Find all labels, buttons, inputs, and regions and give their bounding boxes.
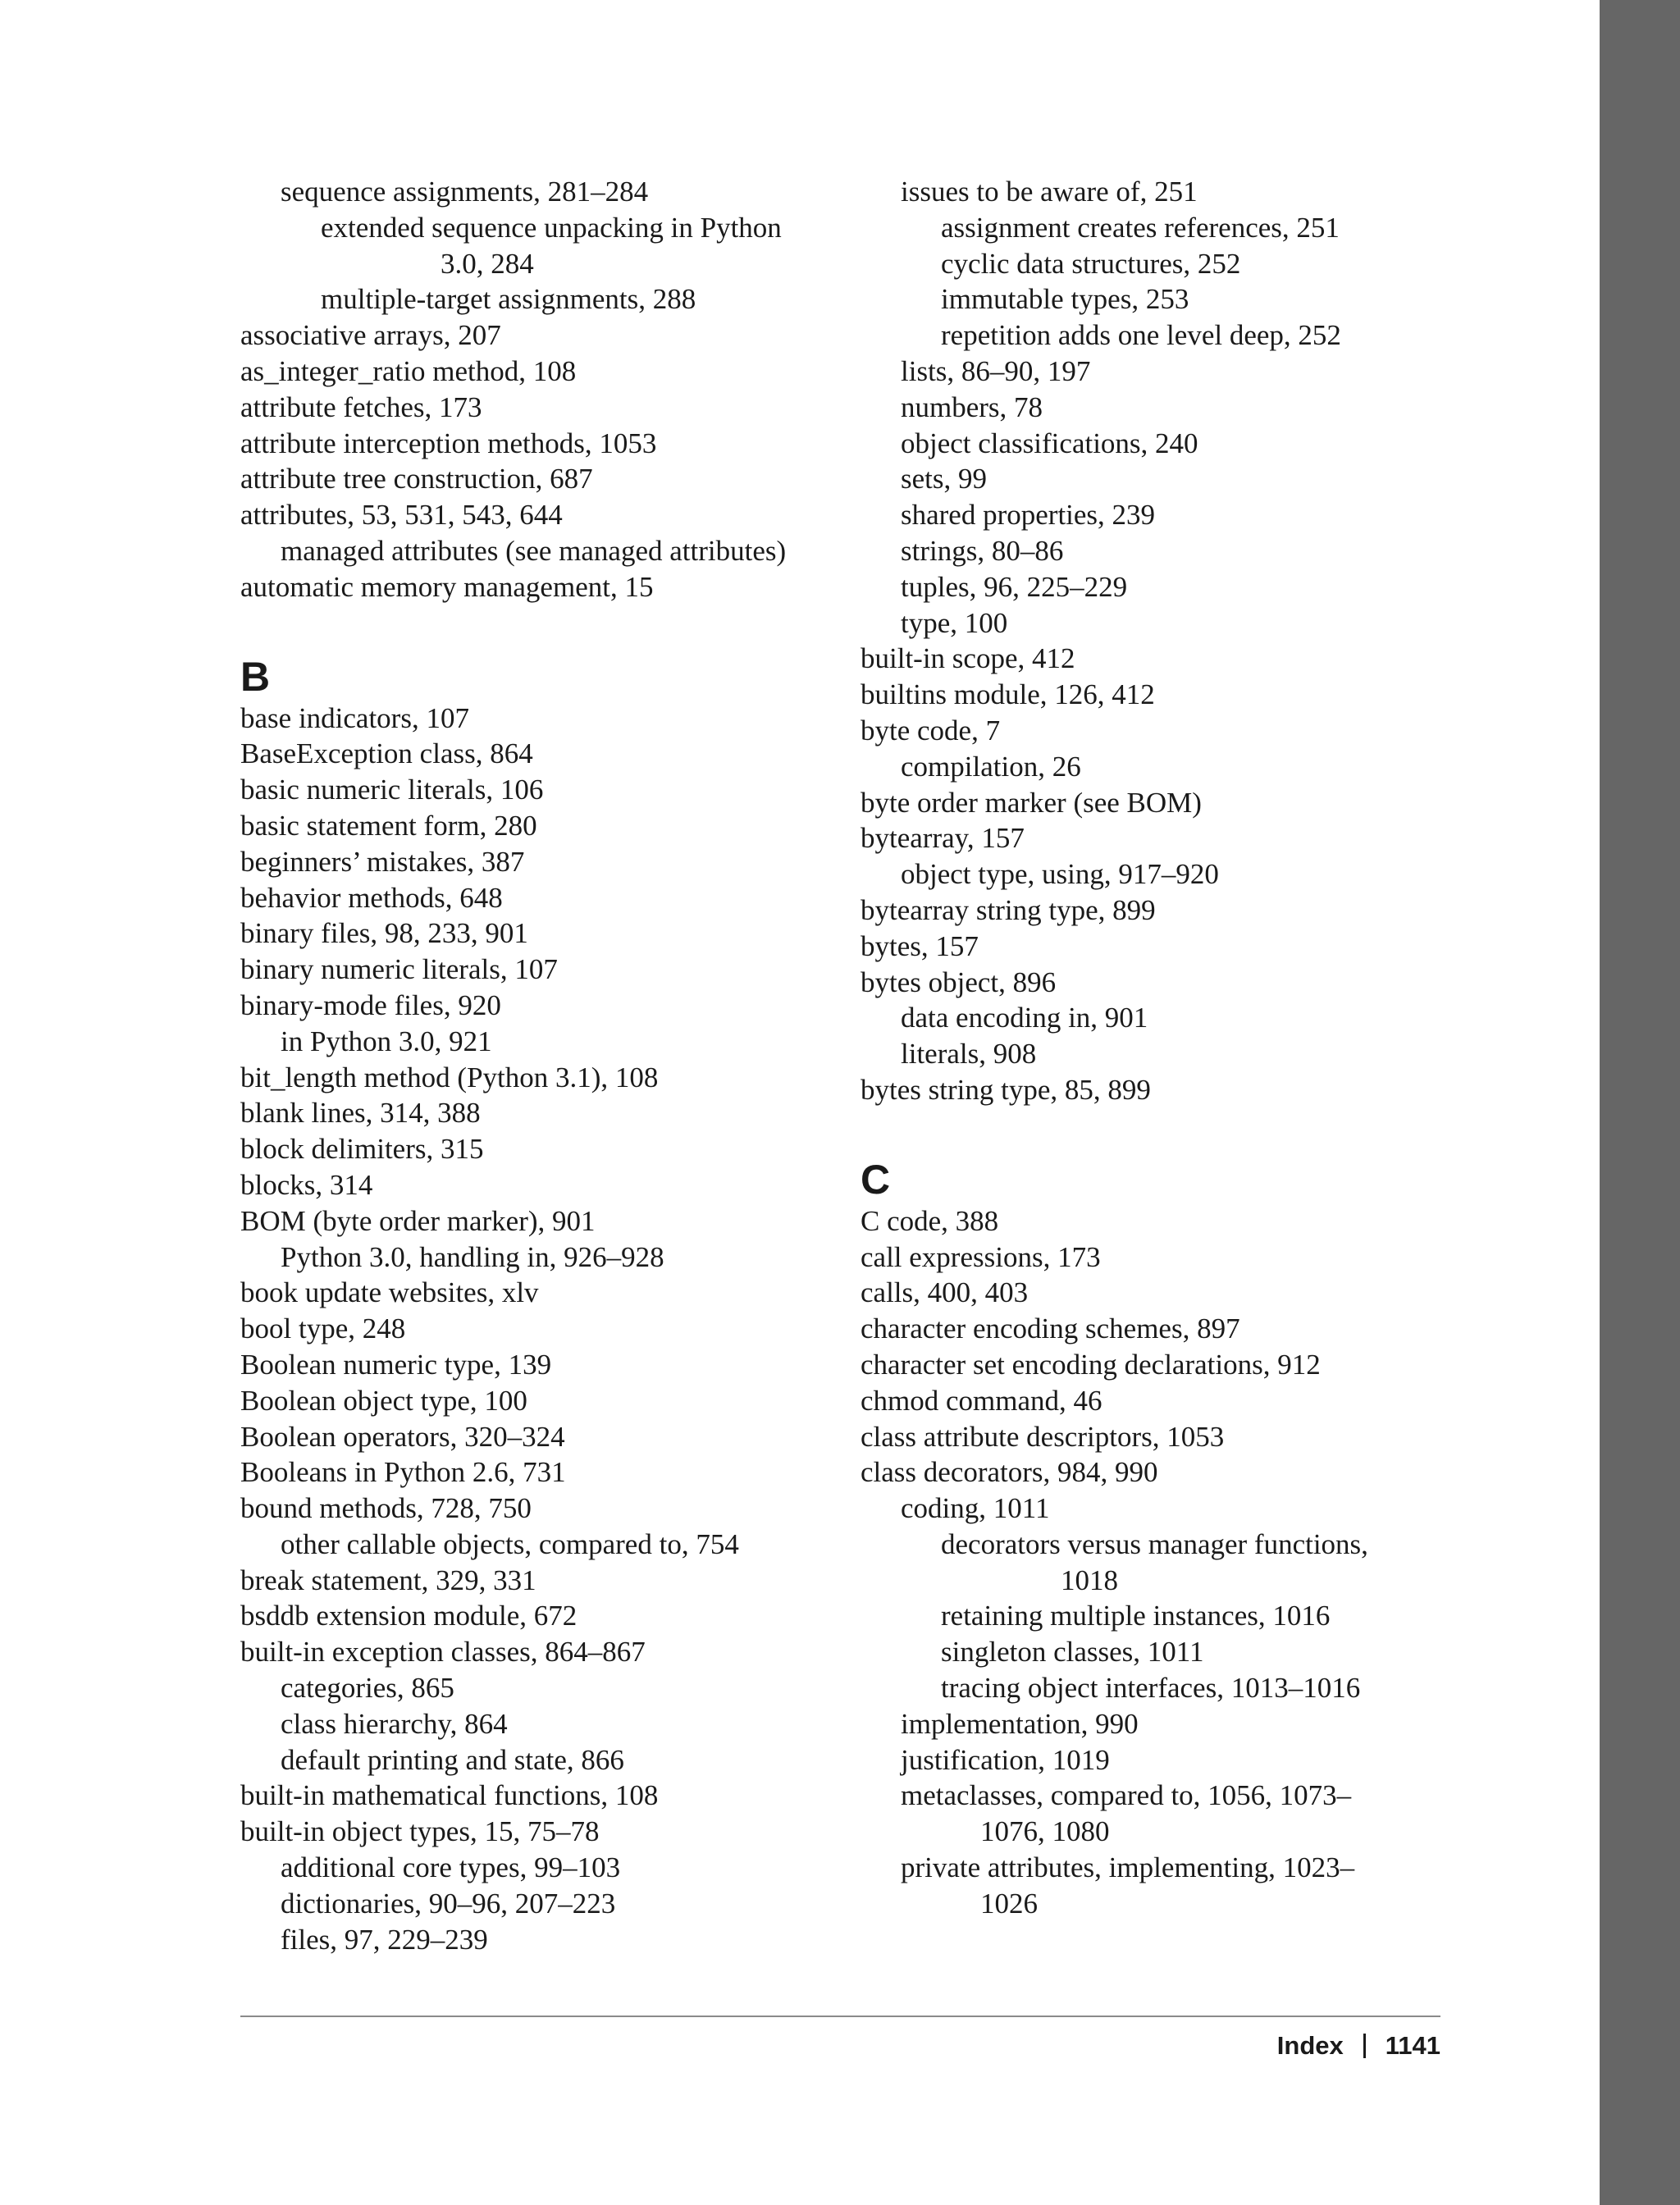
index-entry: files, 97, 229–239 xyxy=(281,1923,488,1956)
index-entry: associative arrays, 207 xyxy=(240,319,501,352)
index-entry: numbers, 78 xyxy=(901,390,1043,423)
footer-rule xyxy=(240,2016,1440,2017)
index-entry: as_integer_ratio method, 108 xyxy=(240,354,577,387)
index-entry: binary-mode files, 920 xyxy=(240,988,501,1021)
index-letter-heading: B xyxy=(240,653,271,700)
index-entry: built-in scope, 412 xyxy=(861,642,1075,675)
index-entry: sequence assignments, 281–284 xyxy=(281,176,649,208)
index-entry: BOM (byte order marker), 901 xyxy=(240,1204,596,1237)
index-entry: beginners’ mistakes, 387 xyxy=(240,845,525,878)
index-entry: bytearray, 157 xyxy=(861,822,1025,855)
index-column-left xyxy=(240,174,864,1957)
index-entry: object type, using, 917–920 xyxy=(901,858,1219,891)
index-entry: strings, 80–86 xyxy=(901,534,1064,567)
index-entry: categories, 865 xyxy=(281,1672,454,1705)
footer-separator xyxy=(1363,2034,1366,2058)
index-entry: byte order marker (see BOM) xyxy=(861,786,1202,819)
index-entry: blank lines, 314, 388 xyxy=(240,1097,481,1130)
index-entry: dictionaries, 90–96, 207–223 xyxy=(281,1887,616,1920)
index-entry: bound methods, 728, 750 xyxy=(240,1492,532,1525)
index-entry: basic statement form, 280 xyxy=(240,809,537,842)
index-entry: built-in mathematical functions, 108 xyxy=(240,1779,659,1812)
index-entry: built-in object types, 15, 75–78 xyxy=(240,1815,600,1848)
index-entry: repetition adds one level deep, 252 xyxy=(941,319,1341,352)
index-entry: attribute fetches, 173 xyxy=(240,390,482,423)
index-entry: class decorators, 984, 990 xyxy=(861,1456,1158,1489)
index-entry: assignment creates references, 251 xyxy=(941,211,1340,244)
index-entry: calls, 400, 403 xyxy=(861,1276,1029,1309)
index-entry: data encoding in, 901 xyxy=(901,1002,1148,1034)
index-entry: call expressions, 173 xyxy=(861,1240,1101,1273)
index-entry: other callable objects, compared to, 754 xyxy=(281,1527,739,1560)
index-entry: behavior methods, 648 xyxy=(240,881,503,914)
index-entry: BaseException class, 864 xyxy=(240,737,533,770)
index-entry: 1076, 1080 xyxy=(980,1815,1110,1848)
index-column-right xyxy=(861,174,1484,1922)
index-letter-heading: C xyxy=(861,1156,891,1203)
index-entry: lists, 86–90, 197 xyxy=(901,354,1091,387)
index-entry: bool type, 248 xyxy=(240,1312,406,1345)
index-entry: builtins module, 126, 412 xyxy=(861,678,1155,711)
index-entry: compilation, 26 xyxy=(901,750,1081,783)
index-entry: basic numeric literals, 106 xyxy=(240,774,544,806)
index-entry: automatic memory management, 15 xyxy=(240,570,654,603)
index-entry: tracing object interfaces, 1013–1016 xyxy=(941,1672,1361,1705)
index-entry: break statement, 329, 331 xyxy=(240,1564,536,1596)
index-entry: shared properties, 239 xyxy=(901,499,1156,532)
index-entry: character encoding schemes, 897 xyxy=(861,1312,1240,1345)
index-entry: tuples, 96, 225–229 xyxy=(901,570,1128,603)
index-entry: immutable types, 253 xyxy=(941,283,1189,316)
index-entry: blocks, 314 xyxy=(240,1168,373,1201)
index-entry: Boolean operators, 320–324 xyxy=(240,1420,565,1453)
page-number: 1141 xyxy=(1385,2031,1440,2060)
index-entry: private attributes, implementing, 1023– xyxy=(901,1851,1355,1884)
index-entry: implementation, 990 xyxy=(901,1707,1139,1740)
index-entry: retaining multiple instances, 1016 xyxy=(941,1600,1331,1632)
index-entry: bit_length method (Python 3.1), 108 xyxy=(240,1061,659,1093)
index-entry: bsddb extension module, 672 xyxy=(240,1600,578,1632)
index-entry: literals, 908 xyxy=(901,1038,1037,1071)
side-thumb-tab xyxy=(1600,0,1680,2205)
index-entry: Boolean object type, 100 xyxy=(240,1384,527,1417)
index-entry: decorators versus manager functions, xyxy=(941,1527,1368,1560)
index-entry: 3.0, 284 xyxy=(441,247,534,280)
index-entry: metaclasses, compared to, 1056, 1073– xyxy=(901,1779,1352,1812)
index-entry: binary numeric literals, 107 xyxy=(240,953,558,986)
index-entry: additional core types, 99–103 xyxy=(281,1851,621,1884)
index-entry: Boolean numeric type, 139 xyxy=(240,1348,552,1381)
index-entry: attribute interception methods, 1053 xyxy=(240,427,657,459)
index-entry: object classifications, 240 xyxy=(901,427,1198,459)
index-entry: Booleans in Python 2.6, 731 xyxy=(240,1456,566,1489)
index-entry: sets, 99 xyxy=(901,463,987,495)
index-entry: chmod command, 46 xyxy=(861,1384,1102,1417)
index-entry: Python 3.0, handling in, 926–928 xyxy=(281,1240,664,1273)
index-entry: coding, 1011 xyxy=(901,1492,1050,1525)
index-entry: in Python 3.0, 921 xyxy=(281,1025,492,1057)
index-entry: base indicators, 107 xyxy=(240,701,469,734)
index-entry: bytes string type, 85, 899 xyxy=(861,1073,1151,1106)
index-entry: default printing and state, 866 xyxy=(281,1743,624,1776)
index-entry: block delimiters, 315 xyxy=(240,1133,484,1166)
index-entry: bytes, 157 xyxy=(861,929,979,962)
index-entry: character set encoding declarations, 912 xyxy=(861,1348,1321,1381)
index-entry: built-in exception classes, 864–867 xyxy=(240,1636,646,1669)
index-entry: C code, 388 xyxy=(861,1204,999,1237)
footer-section-label: Index xyxy=(1276,2031,1344,2060)
index-entry: justification, 1019 xyxy=(901,1743,1110,1776)
index-entry: class hierarchy, 864 xyxy=(281,1707,508,1740)
index-entry: cyclic data structures, 252 xyxy=(941,247,1241,280)
index-entry: 1026 xyxy=(980,1887,1038,1920)
index-entry: class attribute descriptors, 1053 xyxy=(861,1420,1225,1453)
index-entry: extended sequence unpacking in Python xyxy=(321,211,782,244)
index-entry: byte code, 7 xyxy=(861,714,1001,746)
index-entry: binary files, 98, 233, 901 xyxy=(240,917,528,950)
index-entry: 1018 xyxy=(1061,1564,1118,1596)
page-footer xyxy=(1277,2029,1440,2062)
index-entry: multiple-target assignments, 288 xyxy=(321,283,696,316)
index-entry: attributes, 53, 531, 543, 644 xyxy=(240,499,563,532)
index-entry: bytearray string type, 899 xyxy=(861,893,1156,926)
index-entry: book update websites, xlv xyxy=(240,1276,539,1309)
index-entry: bytes object, 896 xyxy=(861,966,1057,998)
index-entry: issues to be aware of, 251 xyxy=(901,176,1198,208)
index-entry: attribute tree construction, 687 xyxy=(240,463,593,495)
index-entry: singleton classes, 1011 xyxy=(941,1636,1204,1669)
index-entry: type, 100 xyxy=(901,606,1008,639)
index-entry: managed attributes (see managed attributes) xyxy=(281,534,787,567)
